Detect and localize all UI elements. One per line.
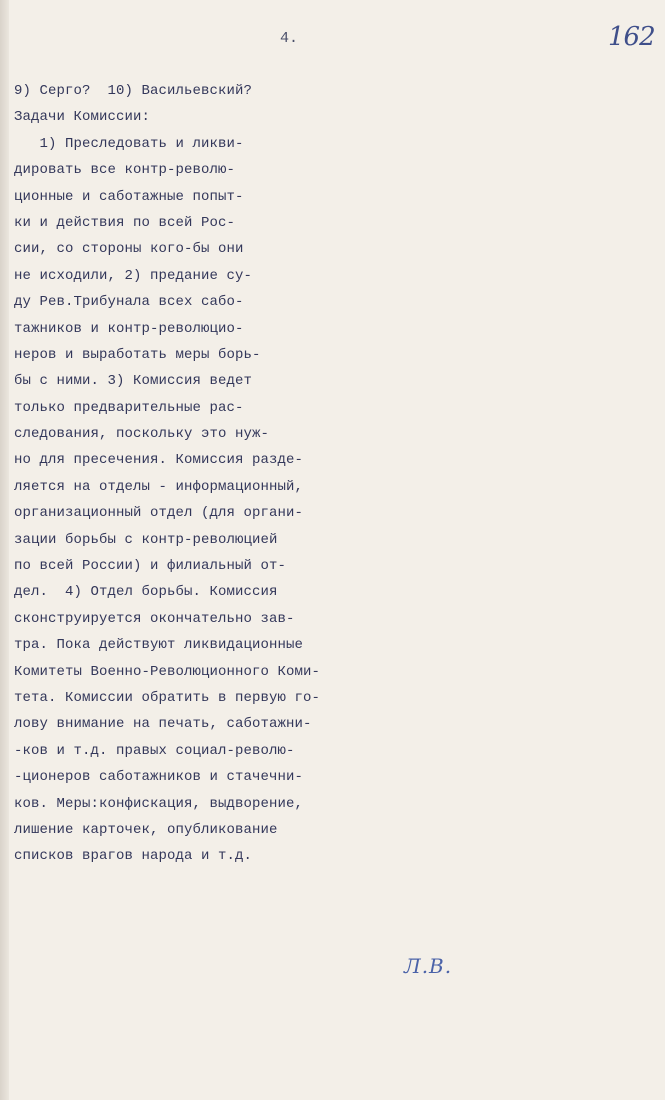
- text-line: сконструируется окончательно зав-: [14, 610, 295, 627]
- text-line: Комитеты Военно-Революционного Коми-: [14, 663, 321, 680]
- handwritten-initials: Л.В.: [404, 954, 453, 978]
- page-left-edge: [0, 0, 9, 1100]
- typed-text-body: [14, 78, 344, 870]
- text-line: тета. Комиссии обратить в первую го-: [14, 689, 321, 706]
- text-line: дировать все контр-револю-: [14, 162, 236, 179]
- text-line: зации борьбы с контр-революцией: [14, 531, 278, 548]
- text-line: списков врагов народа и т.д.: [14, 848, 253, 865]
- text-line: ляется на отделы - информационный,: [14, 478, 304, 495]
- page-number: 4.: [280, 30, 299, 47]
- text-line: лишение карточек, опубликование: [14, 821, 278, 838]
- text-line: бы с ними. 3) Комиссия ведет: [14, 373, 253, 390]
- text-line: ки и действия по всей Рос-: [14, 214, 236, 231]
- text-line: но для пресечения. Комиссия разде-: [14, 452, 304, 469]
- text-line: ду Рев.Трибунала всех сабо-: [14, 294, 244, 311]
- text-line: по всей России) и филиальный от-: [14, 558, 287, 575]
- text-line: Задачи Комиссии:: [14, 109, 151, 126]
- text-line: дел. 4) Отдел борьбы. Комиссия: [14, 584, 278, 601]
- text-line: тра. Пока действуют ликвидационные: [14, 637, 304, 654]
- text-line: тажников и контр-революцио-: [14, 320, 244, 337]
- text-line: лову внимание на печать, саботажни-: [14, 716, 312, 733]
- text-line: неров и выработать меры борь-: [14, 346, 261, 363]
- text-line: 1) Преследовать и ликви-: [14, 135, 244, 152]
- text-line: -ков и т.д. правых социал-револю-: [14, 742, 295, 759]
- text-line: организационный отдел (для органи-: [14, 505, 304, 522]
- text-line: 9) Серго? 10) Васильевский?: [14, 83, 253, 99]
- text-line: сии, со стороны кого-бы они: [14, 241, 244, 258]
- text-line: не исходили, 2) предание су-: [14, 267, 253, 284]
- text-line: ционные и саботажные попыт-: [14, 188, 244, 205]
- text-line: следования, поскольку это нуж-: [14, 426, 270, 443]
- text-line: только предварительные рас-: [14, 399, 244, 416]
- text-line: ков. Меры:конфискация, выдворение,: [14, 795, 304, 812]
- archive-sheet-number: 162: [608, 22, 655, 52]
- text-line: -ционеров саботажников и стачечни-: [14, 769, 304, 786]
